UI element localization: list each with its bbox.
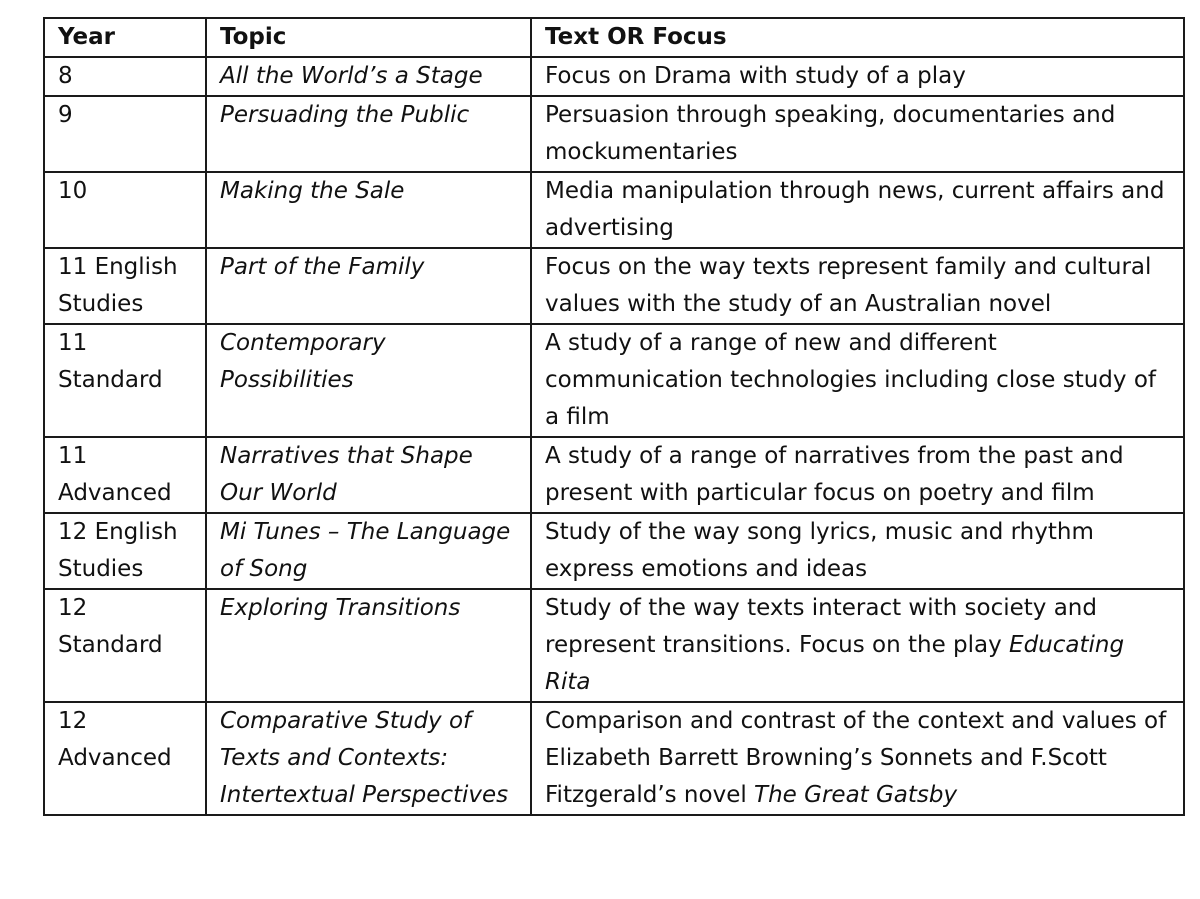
topic-cell: Comparative Study of Texts and Contexts: Intertextual Perspectives — [206, 702, 531, 815]
table-row — [44, 172, 1184, 248]
focus-text: A study of a range of new and different communication technologies including close study of a film — [545, 330, 1156, 430]
header-topic: Topic — [206, 18, 531, 57]
focus-cell — [531, 513, 1184, 589]
year-cell: 12 Advanced — [44, 702, 206, 815]
focus-text: Media manipulation through news, current affairs and advertising — [545, 178, 1165, 241]
curriculum-table — [43, 17, 1185, 816]
focus-text: Comparison and contrast of the context and values of Elizabeth Barrett Browning’s Sonnets and F.Scott Fitzgerald’s novel — [545, 708, 1167, 808]
topic-cell: Persuading the Public — [206, 96, 531, 172]
focus-cell — [531, 589, 1184, 702]
topic-cell: Contemporary Possibilities — [206, 324, 531, 437]
focus-text: Focus on Drama with study of a play — [545, 63, 966, 89]
focus-cell — [531, 324, 1184, 437]
topic-cell: Exploring Transitions — [206, 589, 531, 702]
focus-text: Study of the way texts interact with society and represent transitions. Focus on the play — [545, 595, 1097, 658]
year-cell: 11 Standard — [44, 324, 206, 437]
year-cell: 11 Advanced — [44, 437, 206, 513]
focus-cell — [531, 248, 1184, 324]
table-row — [44, 589, 1184, 702]
table-row — [44, 57, 1184, 96]
year-cell: 12 English Studies — [44, 513, 206, 589]
topic-cell: Part of the Family — [206, 248, 531, 324]
header-text-or-focus: Text OR Focus — [531, 18, 1184, 57]
table-row — [44, 437, 1184, 513]
focus-cell — [531, 57, 1184, 96]
year-cell: 9 — [44, 96, 206, 172]
year-cell: 8 — [44, 57, 206, 96]
topic-cell: Making the Sale — [206, 172, 531, 248]
table-row — [44, 513, 1184, 589]
table-row — [44, 324, 1184, 437]
focus-text: Focus on the way texts represent family and cultural values with the study of an Australian novel — [545, 254, 1152, 317]
focus-cell — [531, 702, 1184, 815]
focus-text: Study of the way song lyrics, music and rhythm express emotions and ideas — [545, 519, 1094, 582]
focus-title: The Great Gatsby — [754, 782, 958, 808]
year-cell: 10 — [44, 172, 206, 248]
focus-cell — [531, 172, 1184, 248]
header-year: Year — [44, 18, 206, 57]
focus-title: Educating Rita — [545, 632, 1125, 695]
table-row — [44, 702, 1184, 815]
topic-cell: Narratives that Shape Our World — [206, 437, 531, 513]
focus-cell — [531, 96, 1184, 172]
year-cell: 11 English Studies — [44, 248, 206, 324]
focus-text: A study of a range of narratives from the past and present with particular focus on poetry and film — [545, 443, 1124, 506]
focus-text: Persuasion through speaking, documentaries and mockumentaries — [545, 102, 1116, 165]
year-cell: 12 Standard — [44, 589, 206, 702]
table-row — [44, 248, 1184, 324]
topic-cell: Mi Tunes – The Language of Song — [206, 513, 531, 589]
header-row — [44, 18, 1184, 57]
topic-cell: All the World’s a Stage — [206, 57, 531, 96]
focus-cell — [531, 437, 1184, 513]
table-row — [44, 96, 1184, 172]
